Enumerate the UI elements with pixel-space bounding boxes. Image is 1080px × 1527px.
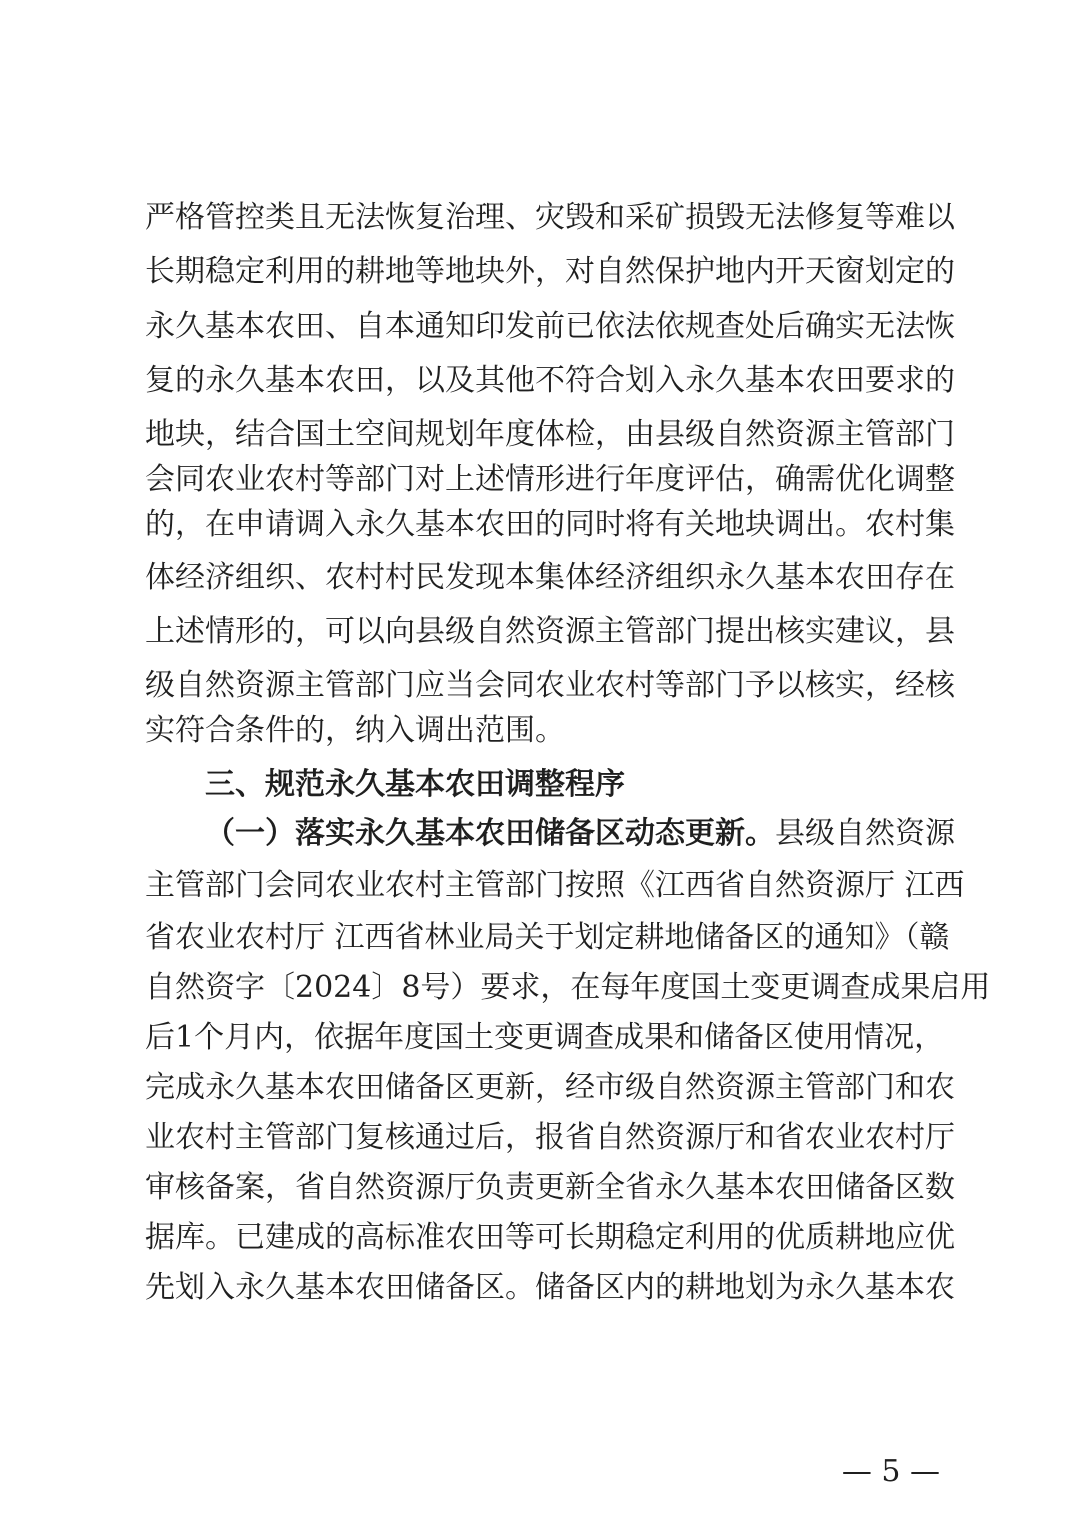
body-line: 体经济组织、农村村民发现本集体经济组织永久基本农田存在 xyxy=(145,560,955,595)
body-line: 先划入永久基本农田储备区。储备区内的耕地划为永久基本农 xyxy=(145,1270,955,1305)
body-line: 自然资字〔2024〕8号）要求，在每年度国土变更调查成果启用 xyxy=(145,970,991,1005)
body-line: 实符合条件的，纳入调出范围。 xyxy=(145,713,565,748)
body-line: 业农村主管部门复核通过后，报省自然资源厅和省农业农村厅 xyxy=(145,1120,955,1155)
body-line: 会同农业农村等部门对上述情形进行年度评估，确需优化调整 xyxy=(145,462,955,497)
body-line: 地块，结合国土空间规划年度体检，由县级自然资源主管部门 xyxy=(145,417,955,452)
body-line: 级自然资源主管部门应当会同农业农村等部门予以核实，经核 xyxy=(145,668,955,703)
body-line: 主管部门会同农业农村主管部门按照《江西省自然资源厅 江西 xyxy=(145,868,965,903)
body-line: 的，在申请调入永久基本农田的同时将有关地块调出。农村集 xyxy=(145,507,955,542)
body-line: 后1个月内，依据年度国土变更调查成果和储备区使用情况， xyxy=(145,1020,945,1055)
body-line: 据库。已建成的高标准农田等可长期稳定利用的优质耕地应优 xyxy=(145,1220,955,1255)
subsection-first-line-rest: 县级自然资源 xyxy=(775,816,955,851)
body-line: 复的永久基本农田，以及其他不符合划入永久基本农田要求的 xyxy=(145,363,955,398)
page-number: — 5 — xyxy=(841,1454,940,1489)
body-line: 长期稳定利用的耕地等地块外，对自然保护地内开天窗划定的 xyxy=(145,254,955,289)
section-heading: 三、规范永久基本农田调整程序 xyxy=(205,767,625,802)
body-line: 完成永久基本农田储备区更新，经市级自然资源主管部门和农 xyxy=(145,1070,955,1105)
subsection-title: （一）落实永久基本农田储备区动态更新。 xyxy=(205,816,775,851)
body-line: 严格管控类且无法恢复治理、灾毁和采矿损毁无法修复等难以 xyxy=(145,200,955,235)
body-line: 审核备案，省自然资源厅负责更新全省永久基本农田储备区数 xyxy=(145,1170,955,1205)
body-line: 永久基本农田、自本通知印发前已依法依规查处后确实无法恢 xyxy=(145,309,955,344)
subsection-first-line xyxy=(205,814,955,854)
body-line: 上述情形的，可以向县级自然资源主管部门提出核实建议，县 xyxy=(145,614,955,649)
body-line: 省农业农村厅 江西省林业局关于划定耕地储备区的通知》（赣 xyxy=(145,920,950,955)
